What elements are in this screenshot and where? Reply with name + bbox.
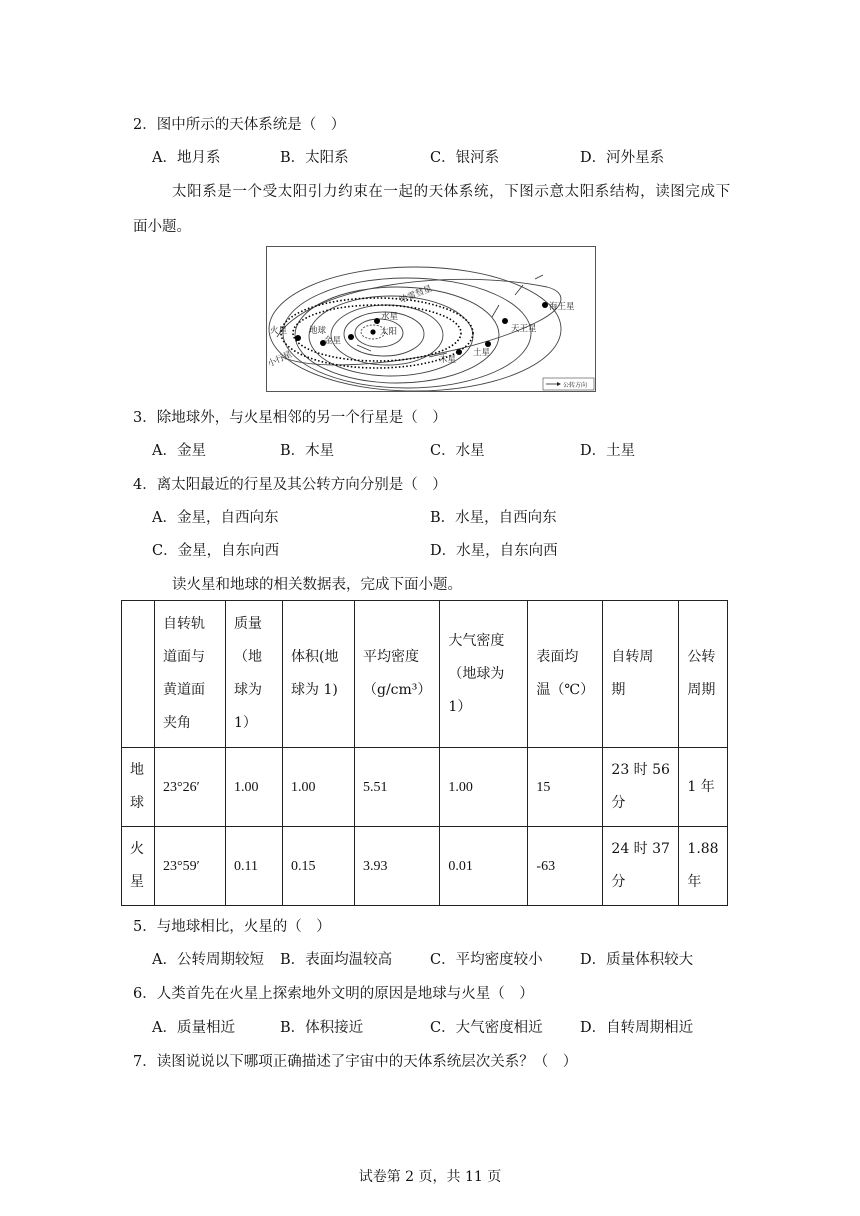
q6-option-d: D．自转周期相近: [580, 1020, 694, 1036]
table-cell: 23°26′: [155, 748, 226, 827]
q2-option-c: C．银河系: [430, 150, 500, 166]
cell-line: 23 时 56: [611, 762, 670, 778]
table-cell: 0.11: [226, 827, 283, 906]
header-line: 球为 1): [291, 682, 338, 698]
q2-stem: 2．图中所示的天体系统是（ ）: [133, 117, 346, 133]
q6-stem: 6．人类首先在火星上探索地外文明的原因是地球与火星（ ）: [133, 986, 534, 1002]
q6-option-c: C．大气密度相近: [430, 1020, 543, 1036]
mars-earth-data-table: [121, 600, 728, 906]
diagram-label-mercury: 水星: [381, 312, 399, 322]
q4-option-d: D．水星，自东向西: [430, 543, 558, 559]
q5-option-c: C．平均密度较小: [430, 952, 543, 968]
q5-option-d: D．质量体积较大: [580, 952, 694, 968]
table-cell: [679, 827, 728, 906]
table-header-cell: [283, 601, 355, 748]
diagram-label-uranus: 天王星: [511, 324, 537, 334]
q3-stem: 3．除地球外，与火星相邻的另一个行星是（ ）: [133, 410, 447, 426]
header-line: （地球为: [448, 665, 505, 682]
diagram-label-earth: 地球: [309, 326, 327, 336]
table-header-cell: [155, 601, 226, 748]
solar-system-diagram: [266, 246, 596, 392]
legend-label: 公转方向: [563, 382, 588, 389]
q2-option-a: A．地月系: [152, 150, 221, 166]
header-line: 周期: [687, 682, 716, 698]
header-line: 温（℃）: [536, 682, 595, 698]
intro-passage-line2: 面小题。: [133, 219, 191, 235]
header-line: 1）: [234, 715, 257, 731]
header-line: 大气密度: [448, 632, 505, 649]
table-header-cell: [528, 601, 603, 748]
q5-option-b: B．表面均温较高: [280, 952, 393, 968]
table-cell: 15: [528, 748, 603, 827]
table-cell: 5.51: [355, 748, 440, 827]
table-cell: 1.00: [226, 748, 283, 827]
table-cell: 1.00: [283, 748, 355, 827]
table-header-cell: [603, 601, 679, 748]
table-cell: 3.93: [355, 827, 440, 906]
header-line: 公转: [687, 649, 716, 665]
q3-option-a: A．金星: [152, 443, 206, 459]
table-cell: [603, 827, 679, 906]
q6-option-b: B．体积接近: [280, 1020, 364, 1036]
page-footer: 试卷第 2 页，共 11 页: [358, 1169, 502, 1185]
row-name-line: 火: [130, 841, 144, 857]
header-line: 质量: [234, 616, 262, 632]
q3-option-c: C．水星: [430, 443, 485, 459]
table-header-cell: [440, 601, 528, 748]
table-cell: [603, 748, 679, 827]
header-line: （地: [234, 649, 262, 665]
row-name-line: 星: [130, 874, 144, 890]
table-header-cell: [679, 601, 728, 748]
table-cell: -63: [528, 827, 603, 906]
header-line: （g/cm³）: [363, 682, 432, 698]
table-cell: 1 年: [679, 748, 728, 827]
header-line: 表面均: [536, 649, 579, 665]
row-name-earth: [122, 748, 155, 827]
q4-option-c: C．金星，自东向西: [152, 543, 280, 559]
q3-option-b: B．木星: [280, 443, 335, 459]
diagram-label-asteroid: 小行星: [267, 349, 294, 370]
table-row-earth: [122, 748, 728, 827]
header-line: 道面与: [163, 649, 205, 665]
table-header-row: [122, 601, 728, 748]
q5-stem: 5．与地球相比，火星的（ ）: [133, 919, 331, 935]
table-header-cell: [355, 601, 440, 748]
cell-line: 24 时 37: [611, 841, 670, 857]
table-cell: 23°59′: [155, 827, 226, 906]
q4-option-a: A．金星，自西向东: [152, 510, 279, 526]
q4-option-b: B．水星，自西向东: [430, 510, 557, 526]
table-header-cell: [226, 601, 283, 748]
diagram-label-neptune: 海王星: [549, 302, 575, 312]
header-line: 夹角: [163, 715, 191, 731]
table-intro: 读火星和地球的相关数据表，完成下面小题。: [172, 577, 462, 593]
row-name-mars: [122, 827, 155, 906]
table-cell: 0.01: [440, 827, 528, 906]
legend-orbit-direction: [543, 378, 594, 390]
row-name-line: 地: [130, 762, 144, 778]
header-line: 平均密度: [363, 649, 419, 665]
cell-line: 分: [611, 874, 626, 890]
header-line: 1）: [448, 698, 472, 715]
table-cell: 1.00: [440, 748, 528, 827]
q4-stem: 4．离太阳最近的行星及其公转方向分别是（ ）: [133, 477, 447, 493]
header-line: 自转周: [611, 649, 654, 665]
header-line: 黄道面: [163, 682, 205, 698]
header-line: 期: [611, 682, 626, 698]
diagram-label-halley-comet: 哈雷彗星: [398, 283, 434, 306]
diagram-label-sun: 太阳: [380, 327, 398, 337]
header-line: 自转轨: [163, 616, 205, 632]
cell-line: 1.88: [687, 841, 719, 857]
q5-option-a: A．公转周期较短: [152, 952, 264, 968]
q2-option-d: D．河外星系: [580, 150, 665, 166]
diagram-label-mars: 火星: [270, 326, 288, 336]
diagram-label-jupiter: 木星: [439, 355, 457, 365]
q6-option-a: A．质量相近: [152, 1020, 235, 1036]
q2-option-b: B．太阳系: [280, 150, 349, 166]
row-name-line: 球: [130, 795, 144, 811]
cell-line: 年: [687, 874, 702, 890]
header-line: 体积(地: [291, 649, 339, 665]
diagram-label-saturn: 土星: [473, 348, 491, 358]
cell-line: 分: [611, 795, 626, 811]
q7-stem: 7．读图说说以下哪项正确描述了宇宙中的天体系统层次关系？（ ）: [133, 1054, 578, 1070]
table-row-mars: [122, 827, 728, 906]
header-line: 球为: [234, 682, 262, 698]
q3-option-d: D．土星: [580, 443, 636, 459]
intro-passage-line1: 太阳系是一个受太阳引力约束在一起的天体系统，下图示意太阳系结构，读图完成下: [172, 184, 731, 200]
table-cell: 0.15: [283, 827, 355, 906]
table-header-corner: [122, 601, 155, 748]
diagram-label-venus: 金星: [324, 336, 342, 346]
